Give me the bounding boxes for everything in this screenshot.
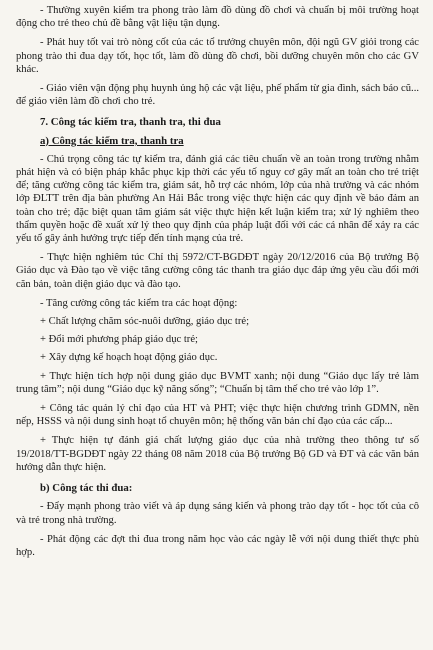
list-item: + Chất lượng chăm sóc-nuôi dưỡng, giáo dục trẻ; [40, 316, 250, 328]
paragraph: - Chú trọng công tác tự kiểm tra, đánh giá các tiêu chuẩn về an toàn trong trường nhằm phát hiện và có biện pháp khắc phục kịp thời các yếu tố nguy cơ gây mất an toàn cho trẻ triệt để; tăng cường công tác kiểm tra, giám sát, hỗ trợ các nhóm, lớp của nhà trường và các nhóm lớp ĐLTT trên địa bàn phường An Hải Bắc trong việc thực hiện các quy định về bảo đảm an toàn cho trẻ; đặc biệt quan tâm giám sát việc thực hiện kết luận kiểm tra; xử lý nghiêm theo thẩm quyền hoặc đề xuất xử lý theo quy định của pháp luật đối với các cá nhân để xảy ra các yếu tố gây ảnh hưởng trực tiếp đến tính mạng của trẻ. [16, 153, 419, 245]
paragraph: - Giáo viên vận động phụ huynh ủng hộ các vật liệu, phế phẩm từ gia đình, sách báo cũ... để giáo viên làm đồ chơi cho trẻ. [16, 83, 419, 108]
subsection-heading: a) Công tác kiểm tra, thanh tra [40, 134, 184, 147]
paragraph: - Thường xuyên kiểm tra phong trào làm đồ dùng đồ chơi và chuẩn bị môi trường hoạt động cho trẻ theo chủ đề bằng vật liệu tận dụng. [16, 5, 419, 30]
list-item: + Xây dựng kế hoạch hoạt động giáo dục. [40, 352, 218, 364]
section-heading: 7. Công tác kiểm tra, thanh tra, thi đua [40, 116, 221, 129]
list-item: + Đổi mới phương pháp giáo dục trẻ; [40, 334, 198, 346]
paragraph: - Phát động các đợt thi đua trong năm học vào các ngày lễ với nội dung thiết thực phù hợp. [16, 533, 419, 558]
paragraph: - Phát huy tốt vai trò nòng cốt của các tổ trưởng chuyên môn, đội ngũ GV giỏi trong các phong trào thi đua dạy tốt, học tốt, làm đồ dùng đồ chơi, bồi dưỡng chuyên môn cho các GV khác. [16, 37, 419, 75]
paragraph: - Tăng cường công tác kiểm tra các hoạt động: [40, 297, 238, 309]
subsection-heading: b) Công tác thi đua: [40, 482, 133, 495]
paragraph: - Đẩy mạnh phong trào viết và áp dụng sáng kiến và phong trào dạy tốt - học tốt của cô và trẻ trong nhà trường. [16, 501, 419, 526]
list-item: + Thực hiện tự đánh giá chất lượng giáo dục của nhà trường theo thông tư số 19/2018/TT-BGDĐT ngày 22 tháng 08 năm 2018 của Bộ trưởng Bộ GD và ĐT và các văn bản hướng dẫn thực hiện. [16, 435, 419, 473]
list-item: + Công tác quản lý chỉ đạo của HT và PHT; việc thực hiện chương trình GDMN, nền nếp, HSSS và nội dung sinh hoạt tổ chuyên môn; hệ thống văn bản chỉ đạo của các cấp... [16, 403, 419, 428]
paragraph: - Thực hiện nghiêm túc Chỉ thị 5972/CT-BGDĐT ngày 20/12/2016 của Bộ trưởng Bộ Giáo dục và Đào tạo về việc tăng cường công tác thanh tra giáo dục đáp ứng yêu cầu đổi mới căn bản, toàn diện giáo dục và đào tạo. [16, 252, 419, 290]
list-item: + Thực hiện tích hợp nội dung giáo dục BVMT xanh; nội dung “Giáo dục lấy trẻ làm trung tâm”; nội dung “Giáo dục kỹ năng sống”; “Chuẩn bị tâm thế cho trẻ vào lớp 1”. [16, 370, 419, 395]
